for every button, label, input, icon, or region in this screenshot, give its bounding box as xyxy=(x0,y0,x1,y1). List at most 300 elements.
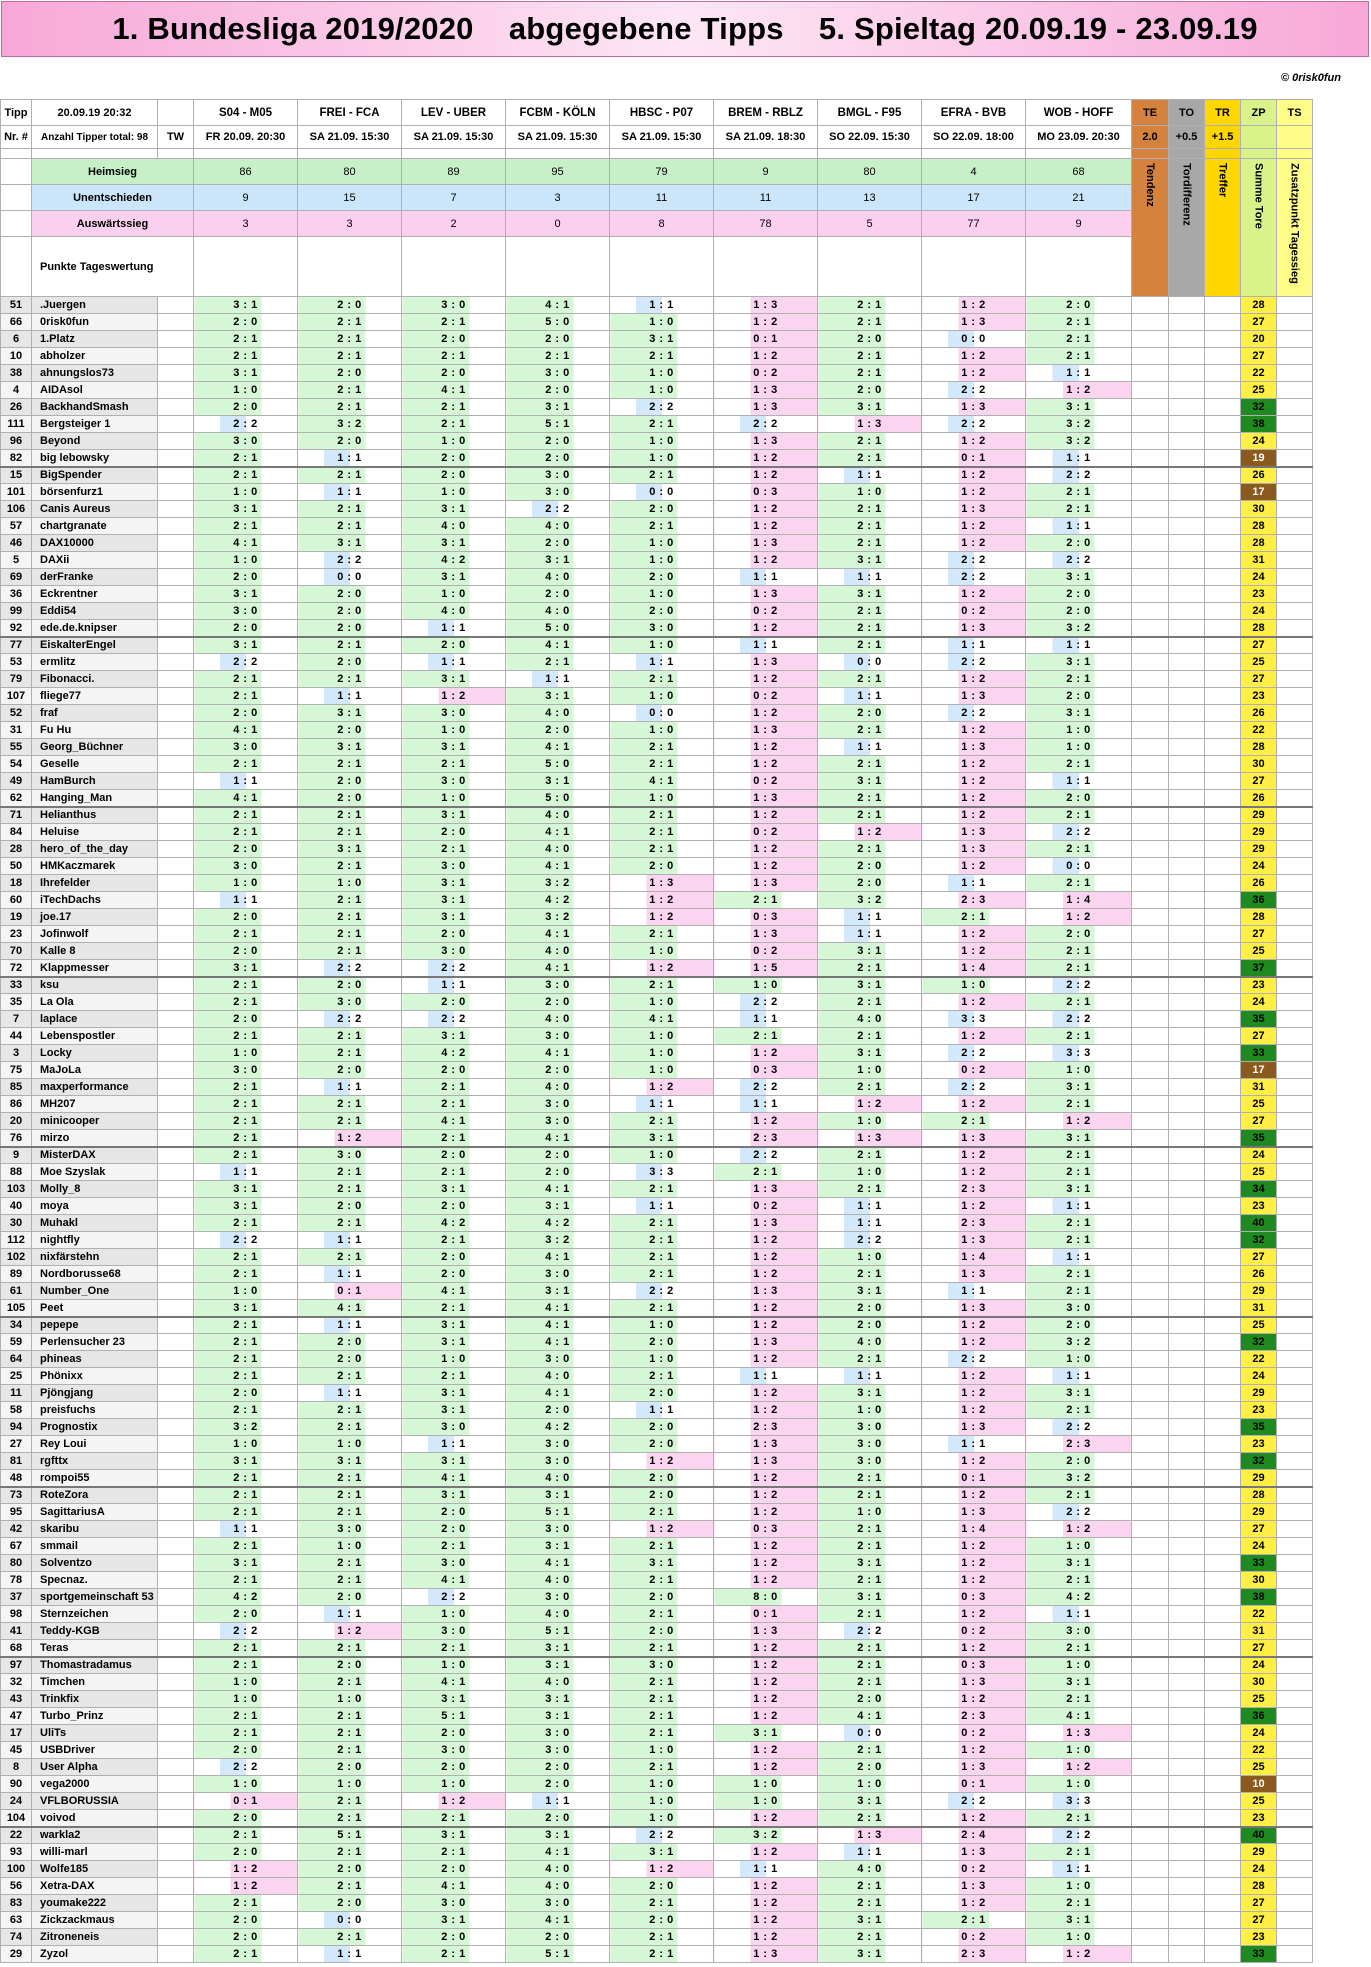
tip-cell: 1 : 3 xyxy=(818,1827,922,1844)
tipper-name: EiskalterEngel xyxy=(32,637,158,654)
to-cell xyxy=(1169,535,1205,552)
stat-count-heimsieg: 80 xyxy=(298,159,402,185)
tip-cell: 3 : 0 xyxy=(402,297,506,314)
tip-cell: 2 : 1 xyxy=(402,1946,506,1963)
table-row xyxy=(1,1130,1313,1147)
tr-cell xyxy=(1205,1062,1241,1079)
zp-cell: 32 xyxy=(1241,1453,1277,1470)
tip-cell: 2 : 1 xyxy=(194,450,298,467)
to-cell xyxy=(1169,1334,1205,1351)
tw-cell xyxy=(158,1708,194,1725)
tip-cell: 5 : 1 xyxy=(298,1827,402,1844)
te-cell xyxy=(1132,1827,1169,1844)
tip-cell: 3 : 0 xyxy=(298,1147,402,1164)
blank xyxy=(1,237,32,297)
tip-cell: 1 : 2 xyxy=(714,1266,818,1283)
tip-cell: 1 : 1 xyxy=(298,1232,402,1249)
tip-cell: 2 : 0 xyxy=(1026,297,1132,314)
tip-cell: 1 : 2 xyxy=(714,1249,818,1266)
tr-cell xyxy=(1205,1725,1241,1742)
tip-cell: 3 : 1 xyxy=(298,841,402,858)
tip-cell: 0 : 1 xyxy=(714,1606,818,1623)
tip-cell: 1 : 2 xyxy=(922,1742,1026,1759)
tw-cell xyxy=(158,1521,194,1538)
tw-cell xyxy=(158,1385,194,1402)
tipper-name: Fu Hu xyxy=(32,722,158,739)
tip-cell: 2 : 1 xyxy=(818,1929,922,1946)
tip-cell: 2 : 1 xyxy=(818,348,922,365)
te-cell xyxy=(1132,960,1169,977)
tip-cell: 2 : 0 xyxy=(818,331,922,348)
to-cell xyxy=(1169,382,1205,399)
tip-cell: 2 : 1 xyxy=(298,1929,402,1946)
tipper-nr: 75 xyxy=(1,1062,32,1079)
tipper-name: big lebowsky xyxy=(32,450,158,467)
tip-cell: 2 : 1 xyxy=(818,1181,922,1198)
tip-cell: 4 : 1 xyxy=(194,535,298,552)
tr-cell xyxy=(1205,1555,1241,1572)
zp-cell: 25 xyxy=(1241,1793,1277,1810)
tip-cell: 2 : 2 xyxy=(402,960,506,977)
to-cell xyxy=(1169,1164,1205,1181)
tip-cell: 4 : 0 xyxy=(506,705,610,722)
ts-cell xyxy=(1277,1844,1313,1861)
tip-cell: 4 : 0 xyxy=(506,807,610,824)
punkte-cell xyxy=(818,237,922,297)
tip-cell: 0 : 0 xyxy=(1026,858,1132,875)
table-row xyxy=(1,1368,1313,1385)
copyright: © 0risk0fun xyxy=(1280,72,1341,84)
tip-cell: 2 : 1 xyxy=(194,1946,298,1963)
tip-cell: 4 : 0 xyxy=(506,1606,610,1623)
tip-cell: 1 : 1 xyxy=(818,1368,922,1385)
tip-cell: 2 : 1 xyxy=(194,1470,298,1487)
to-cell xyxy=(1169,960,1205,977)
tip-cell: 3 : 2 xyxy=(506,875,610,892)
game-match: WOB - HOFF xyxy=(1026,100,1132,126)
tip-cell: 4 : 1 xyxy=(506,960,610,977)
tr-cell xyxy=(1205,1215,1241,1232)
tw-cell xyxy=(158,1232,194,1249)
tip-cell: 5 : 1 xyxy=(506,1623,610,1640)
tip-cell: 1 : 3 xyxy=(922,1130,1026,1147)
tw-cell xyxy=(158,637,194,654)
tip-cell: 1 : 3 xyxy=(922,1419,1026,1436)
zp-cell: 24 xyxy=(1241,1725,1277,1742)
punkte-cell xyxy=(298,237,402,297)
tip-cell: 1 : 3 xyxy=(714,1283,818,1300)
tip-cell: 3 : 1 xyxy=(714,1725,818,1742)
tr-cell xyxy=(1205,1130,1241,1147)
tip-cell: 3 : 1 xyxy=(506,1283,610,1300)
tip-cell: 2 : 1 xyxy=(402,416,506,433)
tip-cell: 2 : 1 xyxy=(298,1028,402,1045)
tip-cell: 1 : 1 xyxy=(298,1385,402,1402)
tip-cell: 2 : 2 xyxy=(194,1759,298,1776)
tip-cell: 1 : 0 xyxy=(818,1504,922,1521)
table-row xyxy=(1,756,1313,773)
zp-cell: 27 xyxy=(1241,314,1277,331)
tip-cell: 1 : 2 xyxy=(922,586,1026,603)
tw-cell xyxy=(158,790,194,807)
tip-cell: 2 : 0 xyxy=(194,620,298,637)
stat-count-heimsieg: 68 xyxy=(1026,159,1132,185)
tip-cell: 4 : 2 xyxy=(402,1215,506,1232)
tip-cell: 2 : 1 xyxy=(1026,1810,1132,1827)
ts-cell xyxy=(1277,1385,1313,1402)
te-cell xyxy=(1132,1164,1169,1181)
tw-cell xyxy=(158,1402,194,1419)
zp-cell: 29 xyxy=(1241,841,1277,858)
te-cell xyxy=(1132,1334,1169,1351)
tip-cell: 3 : 1 xyxy=(402,807,506,824)
to-cell xyxy=(1169,1249,1205,1266)
tip-cell: 1 : 2 xyxy=(922,1096,1026,1113)
tip-cell: 3 : 1 xyxy=(1026,1385,1132,1402)
tip-cell: 1 : 2 xyxy=(714,348,818,365)
tip-cell: 2 : 0 xyxy=(298,297,402,314)
tip-cell: 2 : 2 xyxy=(714,994,818,1011)
tip-cell: 1 : 1 xyxy=(714,1368,818,1385)
table-row xyxy=(1,807,1313,824)
to-cell xyxy=(1169,1878,1205,1895)
zp-cell: 27 xyxy=(1241,1028,1277,1045)
tipper-name: Muhakl xyxy=(32,1215,158,1232)
tip-cell: 3 : 2 xyxy=(818,892,922,909)
to-cell xyxy=(1169,1674,1205,1691)
tipper-nr: 81 xyxy=(1,1453,32,1470)
tip-cell: 2 : 1 xyxy=(298,348,402,365)
tip-cell: 0 : 2 xyxy=(922,1861,1026,1878)
tipper-nr: 28 xyxy=(1,841,32,858)
spacer-cell xyxy=(714,149,818,159)
stat-count-unentschieden: 3 xyxy=(506,185,610,211)
tip-cell: 0 : 3 xyxy=(922,1657,1026,1674)
tip-cell: 1 : 3 xyxy=(714,433,818,450)
tip-cell: 1 : 1 xyxy=(818,467,922,484)
tip-cell: 2 : 1 xyxy=(194,1130,298,1147)
tip-cell: 3 : 0 xyxy=(506,1351,610,1368)
te-cell xyxy=(1132,909,1169,926)
to-cell xyxy=(1169,1453,1205,1470)
tr-cell xyxy=(1205,1283,1241,1300)
stat-count-unentschieden: 21 xyxy=(1026,185,1132,211)
tipper-name: BigSpender xyxy=(32,467,158,484)
tip-cell: 1 : 2 xyxy=(818,824,922,841)
tip-cell: 1 : 1 xyxy=(818,1844,922,1861)
tip-cell: 2 : 1 xyxy=(298,1368,402,1385)
tip-cell: 2 : 0 xyxy=(402,1266,506,1283)
tip-cell: 2 : 0 xyxy=(402,1504,506,1521)
te-cell xyxy=(1132,1113,1169,1130)
zp-cell: 38 xyxy=(1241,416,1277,433)
tip-cell: 1 : 0 xyxy=(402,484,506,501)
tip-cell: 3 : 1 xyxy=(506,1198,610,1215)
tip-cell: 2 : 0 xyxy=(298,1759,402,1776)
tip-cell: 2 : 2 xyxy=(922,552,1026,569)
tip-cell: 1 : 2 xyxy=(714,1895,818,1912)
tip-cell: 1 : 1 xyxy=(610,1198,714,1215)
tip-cell: 2 : 1 xyxy=(298,1402,402,1419)
zp-cell: 28 xyxy=(1241,739,1277,756)
tipper-nr: 112 xyxy=(1,1232,32,1249)
table-row xyxy=(1,1895,1313,1912)
zp-cell: 35 xyxy=(1241,1419,1277,1436)
zp-cell: 29 xyxy=(1241,1504,1277,1521)
tipper-name: Hanging_Man xyxy=(32,790,158,807)
tip-cell: 1 : 2 xyxy=(922,773,1026,790)
tip-cell: 1 : 2 xyxy=(610,909,714,926)
score-code: ZP xyxy=(1241,100,1277,126)
tip-cell: 1 : 2 xyxy=(714,552,818,569)
stat-count-auswaertssieg: 0 xyxy=(506,211,610,237)
table-row xyxy=(1,1249,1313,1266)
tip-cell: 1 : 0 xyxy=(610,688,714,705)
tipper-nr: 100 xyxy=(1,1861,32,1878)
tip-cell: 3 : 0 xyxy=(506,484,610,501)
tip-cell: 1 : 1 xyxy=(298,1317,402,1334)
tr-cell xyxy=(1205,1453,1241,1470)
tip-cell: 3 : 1 xyxy=(402,1334,506,1351)
tw-cell xyxy=(158,773,194,790)
tip-cell: 2 : 0 xyxy=(610,1878,714,1895)
tip-cell: 3 : 0 xyxy=(506,1725,610,1742)
tip-cell: 2 : 1 xyxy=(1026,960,1132,977)
tip-cell: 2 : 0 xyxy=(298,790,402,807)
tip-cell: 2 : 1 xyxy=(194,1725,298,1742)
tip-cell: 0 : 3 xyxy=(922,1589,1026,1606)
stat-count-unentschieden: 11 xyxy=(714,185,818,211)
tip-cell: 2 : 0 xyxy=(610,1419,714,1436)
zp-cell: 26 xyxy=(1241,790,1277,807)
tw-cell xyxy=(158,875,194,892)
te-cell xyxy=(1132,1062,1169,1079)
punkte-cell xyxy=(610,237,714,297)
tip-cell: 2 : 0 xyxy=(402,1062,506,1079)
ts-cell xyxy=(1277,1062,1313,1079)
tip-cell: 2 : 1 xyxy=(818,994,922,1011)
tip-cell: 1 : 0 xyxy=(194,552,298,569)
tip-cell: 2 : 1 xyxy=(194,1351,298,1368)
tip-cell: 3 : 1 xyxy=(1026,1912,1132,1929)
tw-cell xyxy=(158,1283,194,1300)
tip-cell: 1 : 0 xyxy=(1026,1657,1132,1674)
tip-cell: 0 : 2 xyxy=(714,1198,818,1215)
te-cell xyxy=(1132,1402,1169,1419)
te-cell xyxy=(1132,1895,1169,1912)
punkte-tageswertung-label: Punkte Tageswertung xyxy=(32,237,194,297)
tip-cell: 4 : 0 xyxy=(506,943,610,960)
table-row xyxy=(1,331,1313,348)
tipper-nr: 59 xyxy=(1,1334,32,1351)
tip-cell: 2 : 2 xyxy=(1026,1011,1132,1028)
tip-cell: 4 : 0 xyxy=(818,1334,922,1351)
zp-cell: 17 xyxy=(1241,1062,1277,1079)
table-row xyxy=(1,1317,1313,1334)
te-cell xyxy=(1132,1793,1169,1810)
tr-cell xyxy=(1205,841,1241,858)
tip-cell: 2 : 0 xyxy=(610,1912,714,1929)
zp-cell: 27 xyxy=(1241,1521,1277,1538)
tip-cell: 2 : 1 xyxy=(1026,1028,1132,1045)
tip-cell: 2 : 1 xyxy=(298,909,402,926)
ts-cell xyxy=(1277,348,1313,365)
tip-cell: 1 : 1 xyxy=(1026,1368,1132,1385)
to-cell xyxy=(1169,1861,1205,1878)
tip-cell: 1 : 0 xyxy=(714,977,818,994)
tipper-name: DAXii xyxy=(32,552,158,569)
te-cell xyxy=(1132,1691,1169,1708)
tipper-nr: 70 xyxy=(1,943,32,960)
tip-cell: 3 : 2 xyxy=(194,1419,298,1436)
tipper-name: Georg_Büchner xyxy=(32,739,158,756)
to-cell xyxy=(1169,909,1205,926)
tw-cell xyxy=(158,1436,194,1453)
tip-cell: 2 : 1 xyxy=(194,1827,298,1844)
zp-cell: 23 xyxy=(1241,586,1277,603)
tip-cell: 2 : 1 xyxy=(818,314,922,331)
to-cell xyxy=(1169,569,1205,586)
tip-cell: 1 : 0 xyxy=(610,314,714,331)
punkte-cell xyxy=(1026,237,1132,297)
tip-cell: 2 : 2 xyxy=(922,1079,1026,1096)
tip-cell: 1 : 0 xyxy=(610,382,714,399)
tip-cell: 2 : 1 xyxy=(714,892,818,909)
ts-cell xyxy=(1277,1351,1313,1368)
tipper-nr: 63 xyxy=(1,1912,32,1929)
to-cell xyxy=(1169,552,1205,569)
tip-cell: 1 : 2 xyxy=(922,467,1026,484)
stat-count-unentschieden: 17 xyxy=(922,185,1026,211)
score-value xyxy=(1241,126,1277,149)
tip-cell: 2 : 0 xyxy=(402,467,506,484)
tip-cell: 2 : 1 xyxy=(402,1164,506,1181)
te-cell xyxy=(1132,1028,1169,1045)
zp-cell: 36 xyxy=(1241,1708,1277,1725)
tipper-nr: 8 xyxy=(1,1759,32,1776)
tip-cell: 1 : 0 xyxy=(818,1249,922,1266)
tip-cell: 1 : 2 xyxy=(194,1861,298,1878)
tip-cell: 3 : 0 xyxy=(506,1521,610,1538)
tip-cell: 1 : 0 xyxy=(402,1606,506,1623)
tip-cell: 2 : 1 xyxy=(298,1181,402,1198)
game-date: SA 21.09. 15:30 xyxy=(610,126,714,149)
tip-cell: 1 : 1 xyxy=(506,671,610,688)
tipper-name: skaribu xyxy=(32,1521,158,1538)
ts-cell xyxy=(1277,671,1313,688)
tr-cell xyxy=(1205,926,1241,943)
te-cell xyxy=(1132,892,1169,909)
stat-label-auswaertssieg: Auswärtssieg xyxy=(32,211,194,237)
tr-cell xyxy=(1205,1419,1241,1436)
to-cell xyxy=(1169,875,1205,892)
tw-cell xyxy=(158,365,194,382)
tip-cell: 3 : 2 xyxy=(714,1827,818,1844)
te-cell xyxy=(1132,331,1169,348)
tip-cell: 3 : 1 xyxy=(506,773,610,790)
tip-cell: 1 : 1 xyxy=(610,654,714,671)
te-cell xyxy=(1132,416,1169,433)
tw-cell xyxy=(158,1555,194,1572)
tip-cell: 2 : 0 xyxy=(298,1062,402,1079)
zp-cell: 24 xyxy=(1241,433,1277,450)
tip-cell: 1 : 0 xyxy=(610,586,714,603)
tip-cell: 4 : 1 xyxy=(506,1045,610,1062)
tip-cell: 3 : 1 xyxy=(506,1827,610,1844)
te-cell xyxy=(1132,739,1169,756)
game-date: SA 21.09. 15:30 xyxy=(506,126,610,149)
tip-cell: 5 : 0 xyxy=(506,756,610,773)
tr-cell xyxy=(1205,331,1241,348)
tipper-name: .Juergen xyxy=(32,297,158,314)
zp-cell: 33 xyxy=(1241,1946,1277,1963)
to-cell xyxy=(1169,1096,1205,1113)
tip-cell: 4 : 2 xyxy=(402,552,506,569)
table-row xyxy=(1,1521,1313,1538)
game-date: MO 23.09. 20:30 xyxy=(1026,126,1132,149)
score-code: TR xyxy=(1205,100,1241,126)
to-cell xyxy=(1169,1555,1205,1572)
te-cell xyxy=(1132,1538,1169,1555)
table-row xyxy=(1,1079,1313,1096)
tip-cell: 8 : 0 xyxy=(714,1589,818,1606)
tip-cell: 2 : 1 xyxy=(610,518,714,535)
tip-cell: 1 : 2 xyxy=(922,1198,1026,1215)
spacer-cell xyxy=(1026,149,1132,159)
tip-cell: 3 : 1 xyxy=(402,535,506,552)
tip-cell: 1 : 3 xyxy=(922,314,1026,331)
tipper-nr: 64 xyxy=(1,1351,32,1368)
tip-cell: 3 : 1 xyxy=(818,399,922,416)
tip-cell: 2 : 1 xyxy=(298,892,402,909)
ts-cell xyxy=(1277,399,1313,416)
tip-cell: 1 : 2 xyxy=(1026,1113,1132,1130)
te-cell xyxy=(1132,1742,1169,1759)
zp-cell: 28 xyxy=(1241,535,1277,552)
tr-cell xyxy=(1205,943,1241,960)
ts-cell xyxy=(1277,535,1313,552)
game-date: SA 21.09. 15:30 xyxy=(298,126,402,149)
tip-cell: 3 : 1 xyxy=(298,1453,402,1470)
tw-cell xyxy=(158,960,194,977)
to-cell xyxy=(1169,1266,1205,1283)
tw-cell xyxy=(158,909,194,926)
tip-cell: 1 : 1 xyxy=(298,1079,402,1096)
tw-cell xyxy=(158,654,194,671)
te-cell xyxy=(1132,1861,1169,1878)
tip-cell: 1 : 3 xyxy=(922,1504,1026,1521)
tip-cell: 1 : 2 xyxy=(1026,1521,1132,1538)
tip-cell: 2 : 0 xyxy=(1026,535,1132,552)
to-cell xyxy=(1169,1708,1205,1725)
tip-cell: 3 : 0 xyxy=(506,1895,610,1912)
tw-cell xyxy=(158,552,194,569)
zp-cell: 24 xyxy=(1241,1368,1277,1385)
to-cell xyxy=(1169,1657,1205,1674)
tipper-name: Helianthus xyxy=(32,807,158,824)
tip-cell: 2 : 2 xyxy=(194,1623,298,1640)
tip-cell: 1 : 3 xyxy=(714,1181,818,1198)
tipper-name: Pjöngjang xyxy=(32,1385,158,1402)
to-cell xyxy=(1169,1045,1205,1062)
tip-cell: 3 : 1 xyxy=(818,586,922,603)
tip-cell: 2 : 0 xyxy=(194,1742,298,1759)
tip-cell: 2 : 1 xyxy=(818,1810,922,1827)
table-row xyxy=(1,1589,1313,1606)
tip-cell: 3 : 0 xyxy=(402,1623,506,1640)
stat-count-heimsieg: 86 xyxy=(194,159,298,185)
tip-cell: 3 : 0 xyxy=(402,1895,506,1912)
